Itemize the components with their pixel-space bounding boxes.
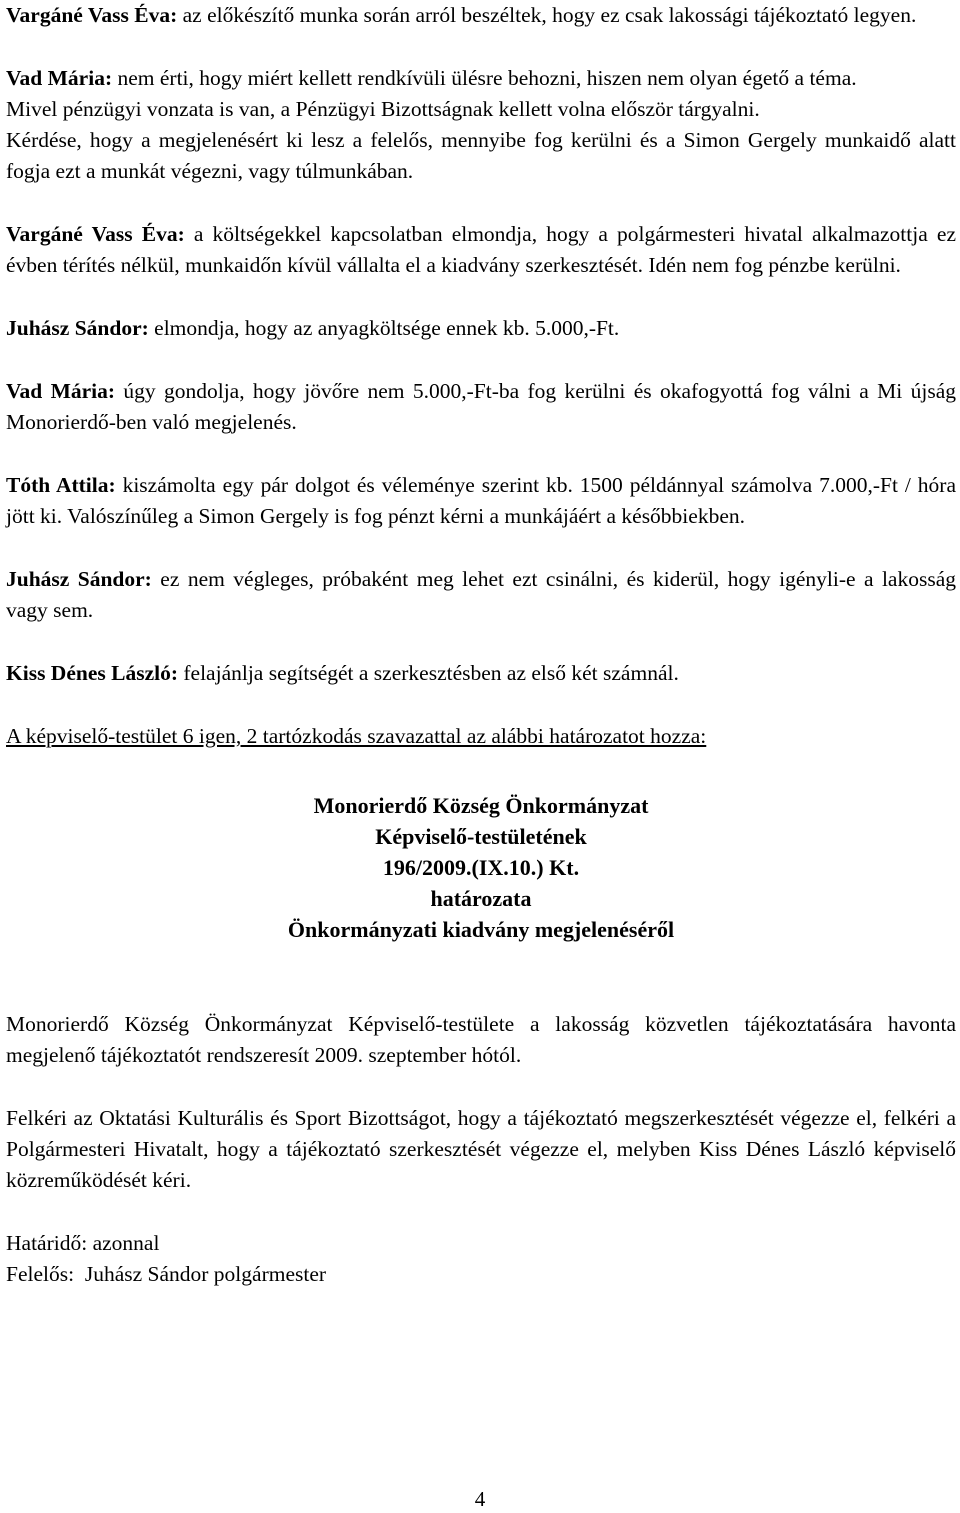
resolution-body-2: Felkéri az Oktatási Kulturális és Sport Bizottságot, hogy a tájékoztató megszerkesztését végezze el, felkéri a Polgármesteri Hivatalt, hogy a tájékoztató szerkesztését végezze el, melyben Kiss Dénes László képviselő közreműködését kéri. [6,1106,956,1192]
responsible-field: Felelős: Juhász Sándor polgármester [6,1262,327,1286]
speaker-name: Vargáné Vass Éva: [6,3,178,27]
paragraph-text: ez nem végleges, próbaként meg lehet ezt csinálni, és kiderül, hogy igényli-e a lakosság vagy sem. [6,567,956,622]
paragraph-text: nem érti, hogy miért kellett rendkívüli ülésre behozni, hiszen nem olyan égető a téma. [112,66,857,90]
paragraph-vad-maria-1 [6,63,956,94]
speaker-name: Juhász Sándor: [6,316,149,340]
speaker-name: Vad Mária: [6,379,116,403]
paragraph-vad-maria-2 [6,376,956,438]
speaker-name: Kiss Dénes László: [6,661,178,685]
paragraph-juhasz-2 [6,564,956,626]
resolution-title-line1: Monorierdő Község Önkormányzat [313,793,649,818]
resolution-body-1: Monorierdő Község Önkormányzat Képviselő-testülete a lakosság közvetlen tájékoztatására havonta megjelenő tájékoztatót rendszeresít 2009. szeptember hótól. [6,1012,956,1067]
speaker-name: Tóth Attila: [6,473,116,497]
resolution-title-line5: Önkormányzati kiadvány megjelenéséről [287,917,675,942]
paragraph-juhasz-1 [6,313,956,344]
page-number: 4 [474,1487,486,1511]
speaker-name: Juhász Sándor: [6,567,152,591]
paragraph-vad-maria-1-line2: Mivel pénzügyi vonzata is van, a Pénzügyi Bizottságnak kellett volna először tárgyalni. [6,97,760,121]
resolution-title-line3: 196/2009.(IX.10.) Kt. [382,855,580,880]
resolution-title [6,790,956,945]
resolution-title-line2: Képviselő-testületének [375,824,587,849]
paragraph-text: kiszámolta egy pár dolgot és véleménye szerint kb. 1500 példánnyal számolva 7.000,-Ft / hóra jött ki. Valószínűleg a Simon Gergely is fog pénzt kérni a munkájáért a későbbiekben. [6,473,956,528]
paragraph-text: elmondja, hogy az anyagköltsége ennek kb. 5.000,-Ft. [148,316,620,340]
paragraph-vargane-2 [6,219,956,281]
paragraph-kiss-denes [6,658,956,689]
speaker-name: Vargáné Vass Éva: [6,222,185,246]
paragraph-vad-maria-1-line3: Kérdése, hogy a megjelenésért ki lesz a felelős, mennyibe fog kerülni és a Simon Gergely munkaidő alatt fogja ezt a munkát végezni, vagy túlmunkában. [6,128,956,183]
paragraph-toth-attila [6,470,956,532]
vote-statement: A képviselő-testület 6 igen, 2 tartózkodás szavazattal az alábbi határozatot hozza: [6,724,707,748]
speaker-name: Vad Mária: [6,66,113,90]
document-page [6,0,956,1290]
paragraph-text: az előkészítő munka során arról beszéltek, hogy ez csak lakossági tájékoztató legyen. [177,3,917,27]
deadline-field: Határidő: azonnal [6,1231,160,1255]
paragraph-text: a költségekkel kapcsolatban elmondja, hogy a polgármesteri hivatal alkalmazottja ez évben térítés nélkül, munkaidőn kívül vállalta el a kiadvány szerkesztését. Idén nem fog pénzbe kerülni. [6,222,956,277]
resolution-title-line4: határozata [430,886,532,911]
paragraph-text: felajánlja segítségét a szerkesztésben az első két számnál. [178,661,679,685]
paragraph-vargane-1 [6,0,956,31]
paragraph-text: úgy gondolja, hogy jövőre nem 5.000,-Ft-ba fog kerülni és okafogyottá fog válni a Mi újság Monorierdő-ben való megjelenés. [6,379,956,434]
